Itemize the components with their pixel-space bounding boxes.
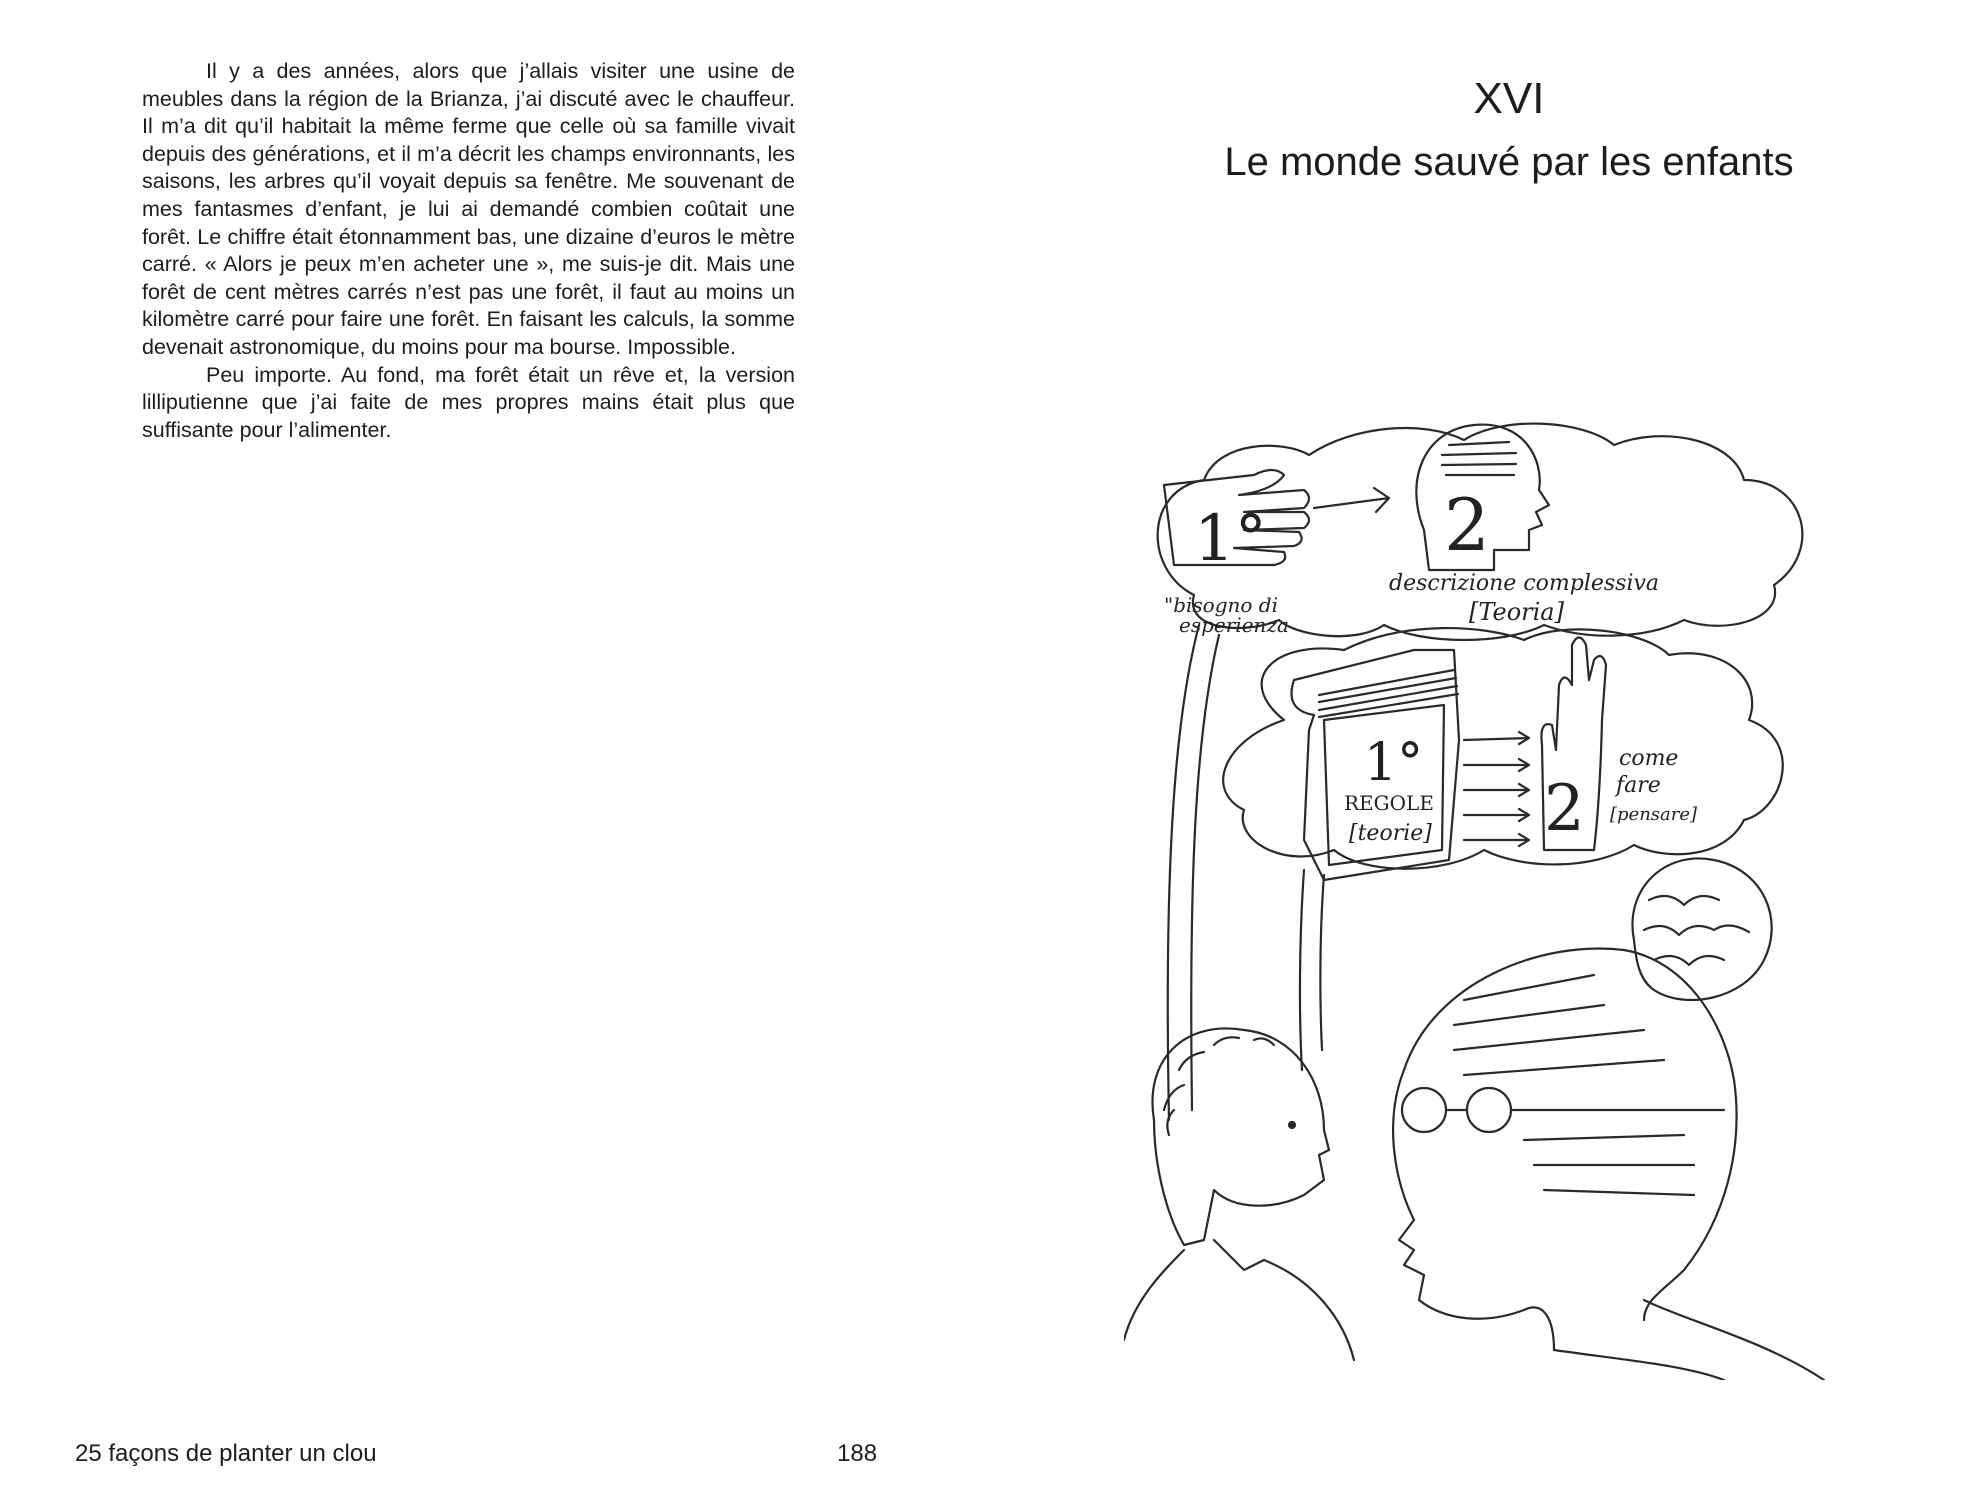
illustration-teacher-child-thought-bubbles <box>1124 420 1884 1380</box>
book-title-regole: REGOLE <box>1344 791 1434 815</box>
caption-come: come <box>1619 746 1679 771</box>
braided-bun <box>1632 858 1771 1000</box>
paragraph: Peu importe. Au fond, ma forêt était un rêve et, la version lilliputienne que j’ai faite de mes propres mains était plus que suffisante pour l’alimenter. <box>142 362 795 442</box>
book-subtitle-teorie: [teorie] <box>1349 821 1432 846</box>
page-number: 188 <box>837 1440 878 1467</box>
chapter-title: Le monde sauvé par les enfants <box>1224 140 1794 184</box>
caption-fare: fare <box>1616 773 1661 798</box>
running-footer-book-title: 25 façons de planter un clou <box>75 1440 377 1467</box>
hand-step2-numeral: 2 <box>1544 772 1585 846</box>
caption-bisogno: "bisogno di <box>1164 593 1278 617</box>
paragraph: Il y a des années, alors que j’allais visiter une usine de meubles dans la région de la Brianza, j’ai discuté avec le chauffeur. Il m’a dit qu’il habitait la même ferme que celle où sa famille vivait depuis des générations, et il m’a décrit les champs environnants, les saisons, les arbres qu’il voyait depuis sa fenêtre. Me souvenant de mes fantasmes d’enfant, je lui ai demandé combien coûtait une forêt. Le chiffre était étonnamment bas, une dizaine d’euros le mètre carré. « Alors je peux m’en acheter une », me suis-je dit. Mais une forêt de cent mètres carrés n’est pas une forêt, il faut au moins un kilomètre carré pour faire une forêt. En faisant les calculs, la somme devenait astronomique, du moins pour ma bourse. Impossible. <box>142 59 795 359</box>
caption-descrizione: descrizione complessiva <box>1389 571 1660 596</box>
book-numeral: 1° <box>1364 733 1424 793</box>
bottom-thought-cloud <box>1223 628 1783 1070</box>
step1-numeral: 1° <box>1194 502 1267 576</box>
caption-esperienza: esperienza <box>1179 613 1289 637</box>
teacher-figure <box>1393 858 1824 1380</box>
caption-teoria: [Teoria] <box>1469 598 1564 626</box>
caption-pensare: [pensare] <box>1610 804 1698 825</box>
step2-numeral: 2 <box>1444 483 1490 567</box>
child-figure <box>1124 1028 1354 1360</box>
right-page <box>984 0 1968 1496</box>
chapter-number: XVI <box>1473 74 1545 123</box>
top-thought-cloud <box>1158 424 1803 1120</box>
body-text <box>142 58 795 444</box>
